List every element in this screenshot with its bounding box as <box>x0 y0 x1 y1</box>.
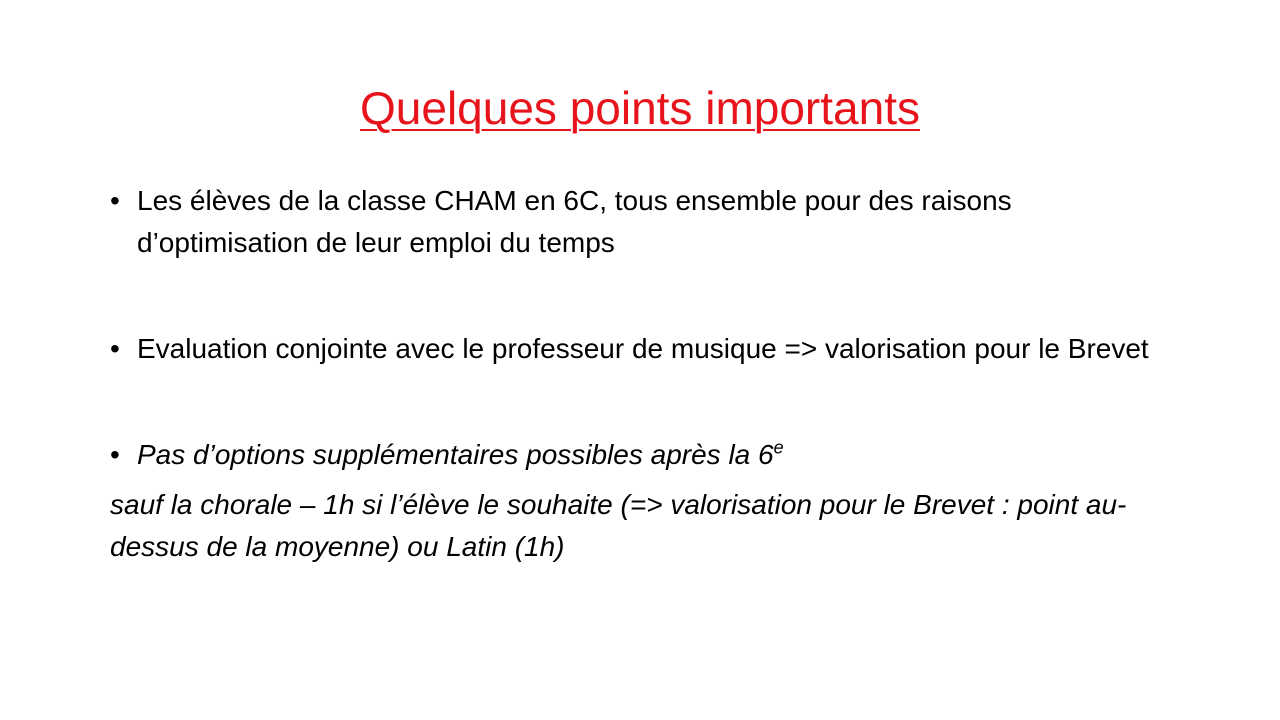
bullet-item <box>110 328 1190 370</box>
bullet-text: Les élèves de la classe CHAM en 6C, tous ensemble pour des raisons d’optimisation de leur emploi du temps <box>137 185 1012 258</box>
superscript-text: e <box>773 437 784 458</box>
bullet-icon: • <box>110 185 120 216</box>
bullet-text: Evaluation conjointe avec le professeur de musique => valorisation pour le Brevet <box>137 333 1149 364</box>
bullet-item <box>110 180 1190 264</box>
bullet-text: Pas d’options supplémentaires possibles après la 6 <box>137 439 774 470</box>
slide-title: Quelques points importants <box>360 82 920 134</box>
continuation-text: sauf la chorale – 1h si l’élève le souhaite (=> valorisation pour le Brevet : point au-dessus de la moyenne) ou Latin (1h) <box>110 489 1127 562</box>
bullet-icon: • <box>110 439 120 470</box>
slide-body <box>110 180 1190 568</box>
bullet-icon: • <box>110 333 120 364</box>
bullet-item <box>110 434 1190 476</box>
